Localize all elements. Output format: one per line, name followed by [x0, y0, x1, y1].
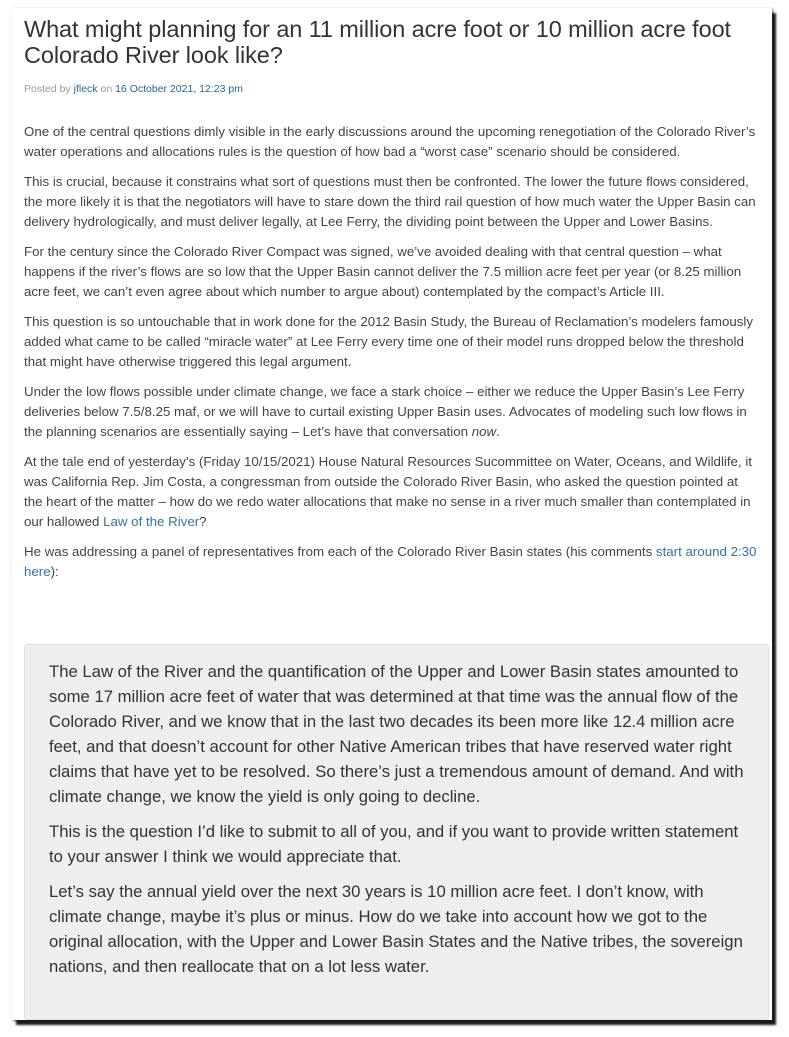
- quote-paragraph-1: The Law of the River and the quantification of the Upper and Lower Basin states amounted to some 17 million acre feet of water that was determined at that time was the annual flow of the Colorado River, and we know that in the last two decades its been more like 12.4 million acre feet, and that doesn’t account for other Native American tribes that have reserved water right claims that have yet to be resolved. So there’s just a tremendous amount of demand. And with climate change, we know the yield is only going to decline.: [49, 662, 744, 806]
- paragraph-5-emphasis: now: [471, 424, 497, 439]
- video-timestamp-link[interactable]: start around 2:30 here: [24, 544, 757, 579]
- law-of-the-river-link[interactable]: Law of the River: [103, 514, 200, 529]
- article-page: [12, 8, 772, 1020]
- quote-paragraph-3: Let’s say the annual yield over the next 30 years is 10 million acre feet. I don’t know, with climate change, maybe it’s plus or minus. How do we take into account how we got to the original allocation, with the Upper and Lower Basin States and the Native tribes, the sovereign nations, and then reallocate that on a lot less water.: [49, 882, 743, 976]
- paragraph-1: One of the central questions dimly visible in the early discussions around the upcoming renegotiation of the Colorado River’s water operations and allocations rules is the question of how bad a “worst case” scenario should be considered.: [24, 124, 756, 159]
- date-link[interactable]: 16 October 2021, 12:23 pm: [115, 83, 243, 95]
- quote-block: [24, 644, 769, 1020]
- paragraph-5-end: .: [496, 424, 500, 439]
- paragraph-6-text: At the tale end of yesterday’s (Friday 10/15/2021) House Natural Resources Sucommittee on Water, Oceans, and Wildlife, it was California Rep. Jim Costa, a congressman from outside the Colorado River Basin, who asked the question pointed at the heart of the matter – how do we redo water allocations that make no sense in a river much smaller than contemplated in our hallowed: [24, 454, 752, 529]
- author-link[interactable]: jfleck: [73, 83, 98, 95]
- article-title: What might planning for an 11 million acre foot or 10 million acre foot Colorado River look like?: [24, 16, 731, 68]
- paragraph-3: For the century since the Colorado River Compact was signed, we’ve avoided dealing with that central question – what happens if the river’s flows are so low that the Upper Basin cannot deliver the 7.5 million acre feet per year (or 8.25 million acre feet, we can’t even agree about which number to argue about) contemplated by the compact’s Article III.: [24, 244, 742, 299]
- posted-by-label: Posted by: [24, 83, 71, 95]
- paragraph-7-text: He was addressing a panel of representatives from each of the Colorado River Basin states (his comments: [24, 544, 656, 559]
- post-meta: [24, 82, 758, 96]
- on-label: on: [100, 83, 113, 95]
- paragraph-2: This is crucial, because it constrains what sort of questions must then be confronted. The lower the future flows considered, the more likely it is that the negotiators will have to stare down the third rail question of how much water the Upper Basin can delivery hydrologically, and must deliver legally, at Lee Ferry, the dividing point between the Upper and Lower Basins.: [24, 174, 756, 229]
- quote-paragraph-2: This is the question I’d like to submit to all of you, and if you want to provide written statement to your answer I think we would appreciate that.: [49, 822, 739, 866]
- paragraph-6: [24, 452, 758, 532]
- paragraph-4: This question is so untouchable that in work done for the 2012 Basin Study, the Bureau of Reclamation’s modelers famously added what came to be called “miracle water” at Lee Ferry every time one of their model runs dropped below the threshold that might have otherwise triggered this legal argument.: [24, 314, 754, 369]
- paragraph-7: [24, 542, 758, 582]
- paragraph-7-end: ):: [50, 564, 59, 579]
- paragraph-6-end: ?: [199, 514, 207, 529]
- article-content: [24, 16, 758, 976]
- paragraph-5: [24, 382, 758, 442]
- article-body: [24, 122, 758, 582]
- paragraph-5-text: Under the low flows possible under climate change, we face a stark choice – either we reduce the Upper Basin’s Lee Ferry deliveries below 7.5/8.25 maf, or we will have to curtail existing Upper Basin uses. Advocates of modeling such low flows in the planning scenarios are essentially saying – Let’s have that conversation: [24, 384, 747, 439]
